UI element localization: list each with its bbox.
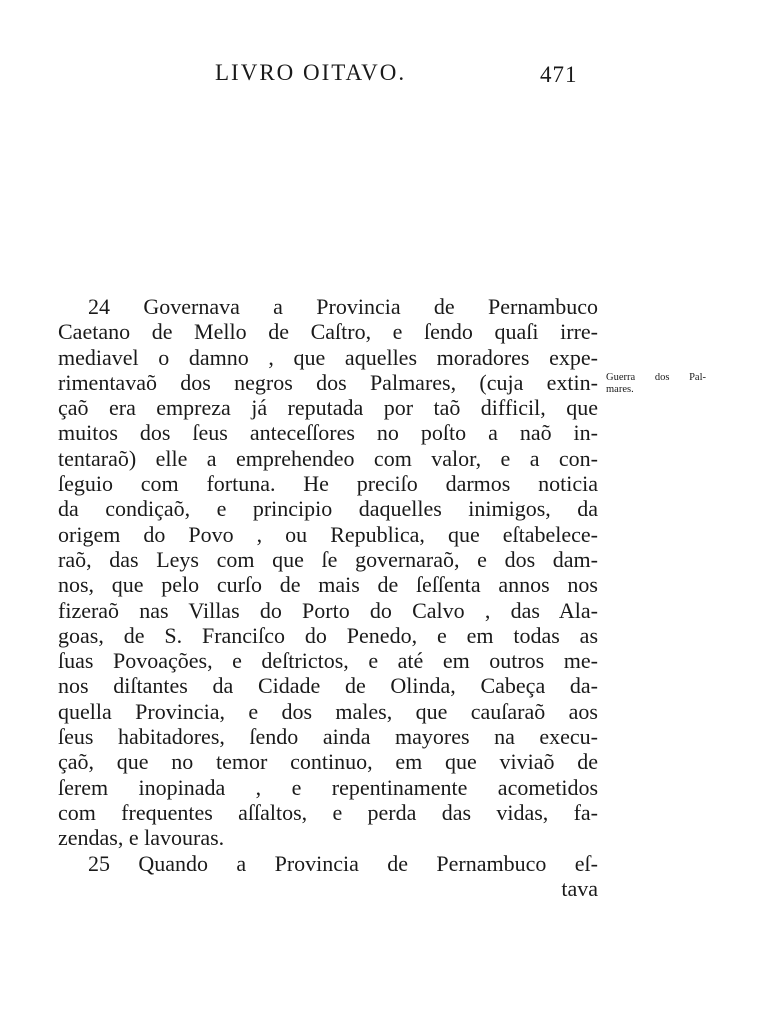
text-line: mediavel o damno , que aquelles moradores expe- [58,344,598,370]
text-line: rimentavaõ dos negros dos Palmares, (cuja extin- [58,369,598,395]
text-line: ſeus habitadores, ſendo ainda mayores na execu- [58,724,598,750]
text-line: raõ, das Leys com que ſe governaraõ, e dos dam- [58,546,598,572]
paragraph-25-start: 25 Quando a Provincia de Pernambuco eſ- [88,850,598,876]
text-line: ſuas Povoações, e deſtrictos, e até em outros me- [58,648,598,674]
text-line: ſerem inopinada , e repentinamente acometidos [58,774,598,800]
text-line: nos diſtantes da Cidade de Olinda, Cabeça da- [58,673,598,699]
body-text [58,294,598,901]
text-line: com frequentes aſſaltos, e perda das vidas, fa- [58,799,598,825]
text-line: goas, de S. Franciſco do Penedo, e em todas as [58,622,598,648]
running-head: LIVRO OITAVO. [215,60,407,85]
text-line: da condiçaõ, e principio daquelles inimigos, da [58,496,598,522]
text-line: Caetano de Mello de Caſtro, e ſendo quaſi irre- [58,319,598,345]
text-line: çaõ, que no temor continuo, em que viviaõ de [58,749,598,775]
text-line: origem do Povo , ou Republica, que eſtabelece- [58,521,598,547]
paragraph-24-start: 24 Governava a Provincia de Pernambuco [88,294,598,319]
catchword: tava [561,875,598,901]
text-line: muitos dos ſeus anteceſſores no poſto a naõ in- [58,420,598,446]
text-line: quella Provincia, e dos males, que cauſaraõ aos [58,698,598,724]
paragraph-24-end: zendas, e lavouras. [58,825,225,851]
text-line: çaõ era empreza já reputada por taõ difficil, que [58,395,598,421]
text-line: ſeguio com fortuna. He preciſo darmos noticia [58,471,598,497]
text-line: fizeraõ nas Villas do Porto do Calvo , das Ala- [58,597,598,623]
text-line: nos, que pelo curſo de mais de ſeſſenta annos nos [58,572,598,598]
marginal-note-line: mares. [606,384,634,395]
page-number: 471 [540,62,578,87]
marginal-note [606,372,706,396]
marginal-note-line: Guerra dos Pal- [606,372,706,383]
text-line: tentaraõ) elle a emprehendeo com valor, e a con- [58,445,598,471]
